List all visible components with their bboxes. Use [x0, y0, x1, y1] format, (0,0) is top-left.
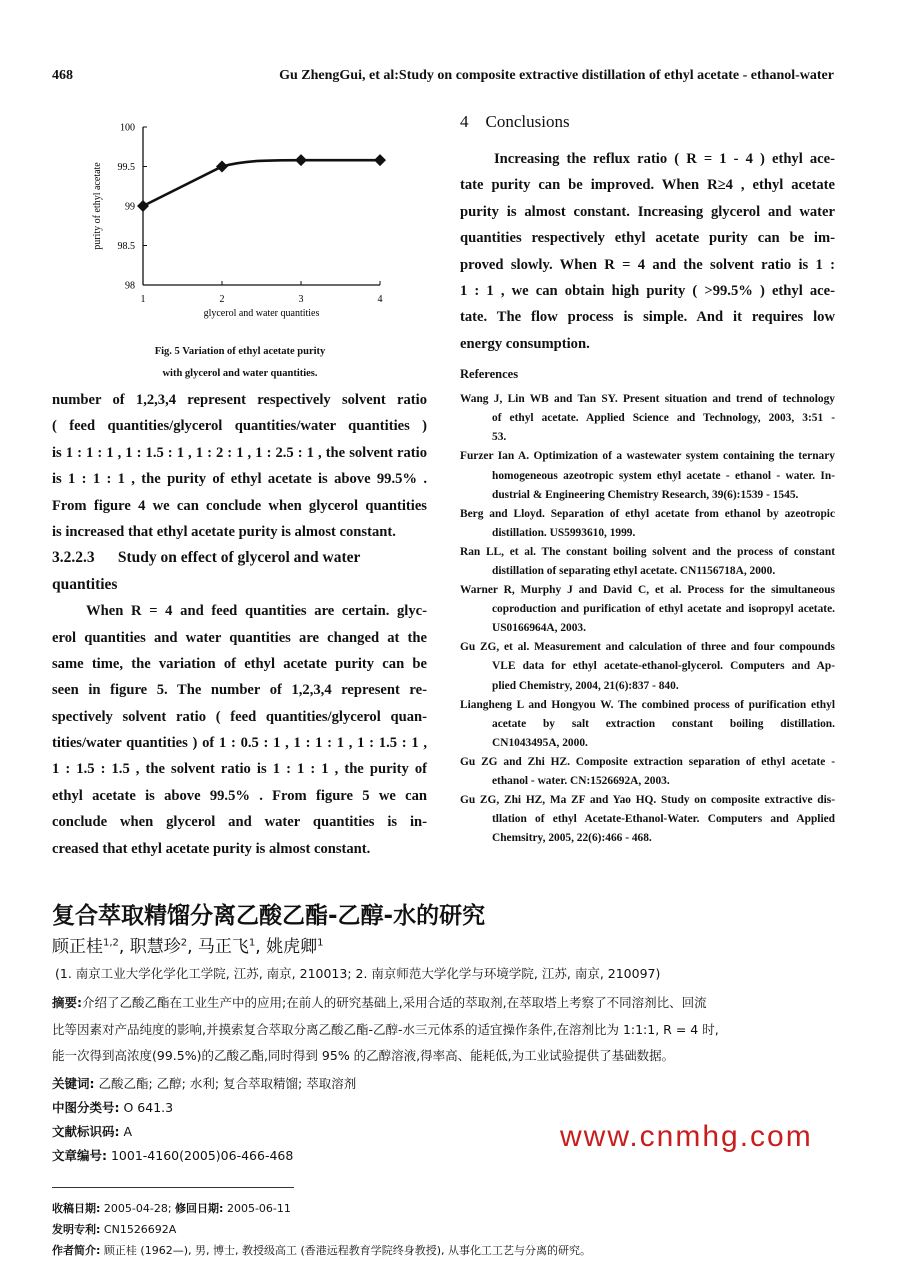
section-heading-cont: quantities: [52, 575, 118, 593]
text-line: seen in figure 5. The number of 1,2,3,4 represent re-: [52, 682, 427, 699]
data-point: [216, 161, 228, 173]
author-affiliation-mark: 1: [248, 937, 256, 949]
reference-line: Gu ZG and Zhi HZ. Composite extraction separation of ethyl acetate -: [460, 755, 835, 768]
text-line: 1 : 1 , we can obtain high purity ( >99.5% ) ethyl ace-: [460, 282, 835, 299]
text-line: proved slowly. When R = 4 and the solvent ratio is 1 :: [460, 256, 835, 273]
reference-item: [460, 447, 835, 504]
text-line: same time, the variation of ethyl acetate purity can be: [52, 655, 427, 672]
keywords: 关键词: 乙酸乙酯; 乙醇; 水利; 复合萃取精馏; 萃取溶剂: [52, 1076, 357, 1091]
references-heading: References: [460, 367, 519, 382]
text-line: energy consumption.: [460, 335, 590, 352]
series-line: [143, 160, 380, 206]
footnotes: [52, 1198, 591, 1261]
text-line: ( feed quantities/glycerol quantities/water quantities ): [52, 418, 427, 435]
metadata: [52, 1072, 356, 1168]
author-affiliation-mark: 1: [317, 937, 324, 949]
running-title: Gu ZhengGui, et al:Study on composite extractive distillation of ethyl acetate - ethanol-water: [279, 68, 834, 83]
text-line: erol quantities and water quantities are changed at the: [52, 629, 427, 646]
reference-line: of ethyl acetate. Applied Science and Technology, 2003, 3:51 -: [492, 412, 835, 425]
y-tick-label: 98: [125, 280, 135, 292]
text-line: When R = 4 and feed quantities are certain. glyc-: [86, 603, 427, 620]
text-line: is 1 : 1 : 1 , the purity of ethyl acetate is above 99.5% .: [52, 471, 427, 488]
author: 姚虎卿: [266, 937, 318, 957]
reference-line: distillation. US5993610, 1999.: [492, 526, 636, 539]
reference-line: tllation of ethyl Acetate-Ethanol-Water. Computers and Applied: [492, 813, 835, 826]
reference-line: Warner R, Murphy J and David C, et al. Process for the simultaneous: [460, 584, 835, 597]
x-tick-label: 4: [377, 294, 383, 305]
reference-item: [460, 791, 835, 848]
text-line: tities/water quantities ) of 1 : 0.5 : 1 , 1 : 1 : 1 , 1 : 1.5 : 1 ,: [52, 735, 427, 752]
left-column: [52, 387, 427, 862]
data-point: [374, 154, 386, 166]
author: 马正飞: [197, 937, 249, 957]
text-line: purity is almost constant. Increasing glycerol and water: [460, 203, 835, 220]
abstract: 摘要:介绍了乙酸乙酯在工业生产中的应用;在前人的研究基础上,采用合适的萃取剂,在萃取塔上考察了不同溶剂比、回流 比等因素对产品纯度的影响,并摸索复合萃取分离乙酸乙酯-乙醇-水三元体系的适宜操作条件,在溶剂比为 1:1:1, R = 4 时, 能一次得到高浓度(99.5%)的乙酸乙酯,同时得到 95% 的乙醇溶液,得率高、能耗低,为工业试验提供了基础数据。: [52, 995, 719, 1063]
reference-line: Ran LL, et al. The constant boiling solvent and the process of constant: [460, 545, 835, 558]
text-line: quantities respectively ethyl acetate purity can be im-: [460, 230, 835, 247]
text-line: tate. The flow process is simple. And it requires low: [460, 309, 835, 326]
reference-line: Gu ZG, et al. Measurement and calculation of three and four compounds: [460, 641, 835, 654]
reference-item: [460, 581, 835, 638]
text-line: spectively solvent ratio ( feed quantities/glycerol quan-: [52, 708, 427, 725]
text-line: From figure 4 we can conclude when glycerol quantities: [52, 497, 427, 514]
text-line: Increasing the reflux ratio ( R = 1 - 4 ) ethyl ace-: [494, 151, 835, 167]
author-affiliation-mark: 2: [180, 937, 188, 949]
reference-item: [460, 505, 835, 543]
reference-line: coproduction and purification of ethyl acetate and isopropyl acetate.: [492, 603, 835, 616]
reference-line: VLE data for ethyl acetate-ethanol-glycerol. Computers and Ap-: [492, 660, 835, 673]
reference-line: Chemsitry, 2005, 22(6):466 - 468.: [492, 832, 652, 845]
reference-line: acetate by salt extraction constant boiling distillation.: [492, 717, 835, 730]
reference-item: [460, 753, 835, 791]
reference-item: [460, 638, 835, 695]
y-tick-label: 100: [120, 122, 135, 134]
reference-item: [460, 696, 835, 753]
y-tick-label: 99.5: [117, 162, 135, 173]
reference-line: US0166964A, 2003.: [492, 622, 586, 635]
author-bio: 作者简介: 顾正桂 (1962—), 男, 博士, 教授级高工 (香港远程教育学院终身教授), 从事化工工艺与分离的研究。: [52, 1244, 592, 1257]
reference-item: [460, 390, 835, 447]
figure-caption: [100, 341, 380, 385]
text-line: creased that ethyl acetate purity is almost constant.: [52, 840, 371, 857]
x-tick-label: 1: [140, 294, 146, 305]
y-axis-label: purity of ethyl acetate: [92, 162, 103, 250]
data-point: [137, 200, 149, 212]
y-tick-label: 99: [125, 201, 135, 213]
reference-line: distillation of separating ethyl acetate. CN1156718A, 2000.: [492, 564, 776, 577]
footnote-divider: [52, 1187, 294, 1188]
reference-line: CN1043495A, 2000.: [492, 736, 588, 749]
data-point: [295, 154, 307, 166]
text-line: number of 1,2,3,4 represent respectively solvent ratio: [52, 392, 427, 408]
reference-line: Gu ZG, Zhi HZ, Ma ZF and Yao HQ. Study on composite extractive dis-: [460, 794, 835, 807]
author-affiliation-mark: 1,2: [103, 937, 119, 949]
text-line: tate purity can be improved. When R≥4 , ethyl acetate: [460, 177, 835, 194]
reference-line: Furzer Ian A. Optimization of a wastewater system containing the ternary: [460, 450, 835, 463]
watermark: www.cnmhg.com: [560, 1120, 813, 1153]
section-heading: 3.2.2.3 Study on effect of glycerol and water: [52, 549, 361, 567]
text-line: 1 : 1.5 : 1.5 , the solvent ratio is 1 : 1 : 1 , the purity of: [52, 761, 427, 778]
chinese-title: 复合萃取精馏分离乙酸乙酯-乙醇-水的研究: [52, 903, 486, 929]
author: 顾正桂: [52, 937, 103, 957]
patent: 发明专利: CN1526692A: [52, 1223, 177, 1236]
page-number: 468: [52, 68, 73, 83]
reference-line: ethanol - water. CN:1526692A, 2003.: [492, 775, 670, 787]
reference-line: Liangheng L and Hongyou W. The combined process of purification ethyl: [460, 698, 835, 711]
right-column: [460, 112, 835, 848]
x-axis-label: glycerol and water quantities: [203, 308, 320, 319]
reference-line: Wang J, Lin WB and Tan SY. Present situation and trend of technology: [460, 393, 835, 406]
caption-line-2: with glycerol and water quantities.: [162, 368, 318, 379]
document-code: 文献标识码: A: [52, 1124, 133, 1139]
conclusions-heading: 4 Conclusions: [460, 112, 570, 131]
author: 职慧珍: [129, 937, 181, 957]
clc-number: 中图分类号: O 641.3: [52, 1100, 174, 1115]
caption-line-1: Fig. 5 Variation of ethyl acetate purity: [154, 346, 326, 357]
reference-line: dustrial & Engineering Chemistry Research, 39(6):1539 - 1545.: [492, 488, 799, 501]
text-line: is increased that ethyl acetate purity is almost constant.: [52, 523, 396, 540]
chinese-authors: 顾正桂$^{1,2}$, 职慧珍$^2$, 马正飞$^1$, 姚虎卿$^1$: [52, 937, 324, 957]
figure-5-chart: [80, 110, 420, 325]
reference-line: 53.: [492, 431, 507, 444]
dates: 收稿日期: 2005-04-28; 修回日期: 2005-06-11: [52, 1202, 291, 1215]
text-line: is 1 : 1 : 1 , 1 : 1.5 : 1 , 1 : 2 : 1 , 1 : 2.5 : 1 , the solvent ratio: [52, 444, 427, 461]
article-number: 文章编号: 1001-4160(2005)06-466-468: [52, 1148, 294, 1163]
y-tick-label: 98.5: [117, 241, 135, 252]
x-tick-label: 3: [298, 294, 304, 305]
reference-item: [460, 543, 835, 581]
x-tick-label: 2: [219, 294, 225, 305]
text-line: conclude when glycerol and water quantities is in-: [52, 814, 427, 831]
affiliation: (1. 南京工业大学化学化工学院, 江苏, 南京, 210013; 2. 南京师范大学化学与环境学院, 江苏, 南京, 210097): [55, 966, 661, 981]
text-line: ethyl acetate is above 99.5% . From figure 5 we can: [52, 787, 427, 804]
reference-line: plied Chemistry, 2004, 21(6):837 - 840.: [492, 679, 679, 692]
reference-line: Berg and Lloyd. Separation of ethyl acetate from ethanol by azeotropic: [460, 507, 835, 520]
reference-line: homogeneous azeotropic system ethyl acetate - ethanol - water. In-: [492, 469, 835, 482]
